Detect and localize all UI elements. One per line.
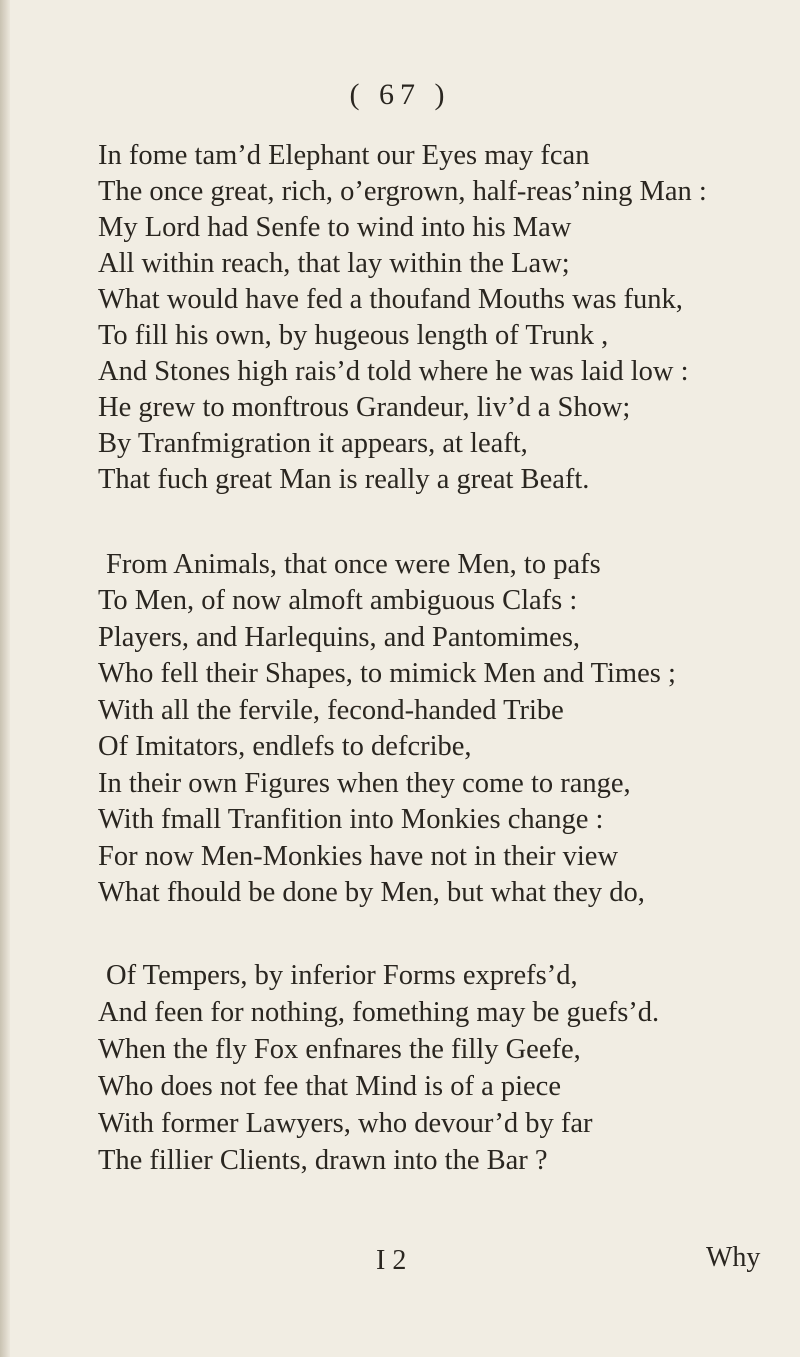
verse-line: With all the fervile, fecond-handed Tribe (98, 695, 564, 726)
verse-line: Who fell their Shapes, to mimick Men and Times ; (98, 658, 676, 689)
verse-line: What fhould be done by Men, but what they do, (98, 877, 645, 908)
verse-line: And feen for nothing, fomething may be guefs’d. (98, 997, 660, 1028)
verse-line: The fillier Clients, drawn into the Bar ? (98, 1145, 548, 1176)
verse-line: He grew to monftrous Grandeur, liv’d a Show; (98, 392, 631, 423)
verse-line: To Men, of now almoft ambiguous Clafs : (98, 585, 578, 616)
verse-line: From Animals, that once were Men, to pafs (106, 549, 601, 580)
verse-line: Players, and Harlequins, and Pantomimes, (98, 622, 581, 653)
catchword: Why (706, 1242, 761, 1273)
signature-mark: I 2 (376, 1245, 407, 1276)
page-edge (0, 0, 10, 1357)
verse-line: In fome tam’d Elephant our Eyes may fcan (98, 140, 590, 171)
verse-line: Who does not fee that Mind is of a piece (98, 1071, 561, 1102)
page-number-header: ( 67 ) (349, 78, 451, 111)
verse-line: To fill his own, by hugeous length of Trunk , (98, 320, 609, 351)
verse-line: For now Men-Monkies have not in their view (98, 841, 619, 872)
verse-line: My Lord had Senfe to wind into his Maw (98, 212, 572, 243)
verse-line: In their own Figures when they come to range, (98, 768, 631, 799)
verse-line: Of Tempers, by inferior Forms exprefs’d, (106, 960, 578, 991)
verse-line: When the fly Fox enfnares the filly Geefe, (98, 1034, 581, 1065)
verse-line: And Stones high rais’d told where he was laid low : (98, 356, 689, 387)
verse-line: Of Imitators, endlefs to defcribe, (98, 731, 472, 762)
verse-line: By Tranfmigration it appears, at leaft, (98, 428, 528, 459)
verse-line: What would have fed a thoufand Mouths was funk, (98, 284, 683, 315)
verse-line: All within reach, that lay within the Law; (98, 248, 570, 279)
verse-line: With fmall Tranfition into Monkies change : (98, 804, 604, 835)
verse-line: The once great, rich, o’ergrown, half-reas’ning Man : (98, 176, 707, 207)
verse-line: With former Lawyers, who devour’d by far (98, 1108, 593, 1139)
verse-line: That fuch great Man is really a great Beaft. (98, 464, 590, 495)
